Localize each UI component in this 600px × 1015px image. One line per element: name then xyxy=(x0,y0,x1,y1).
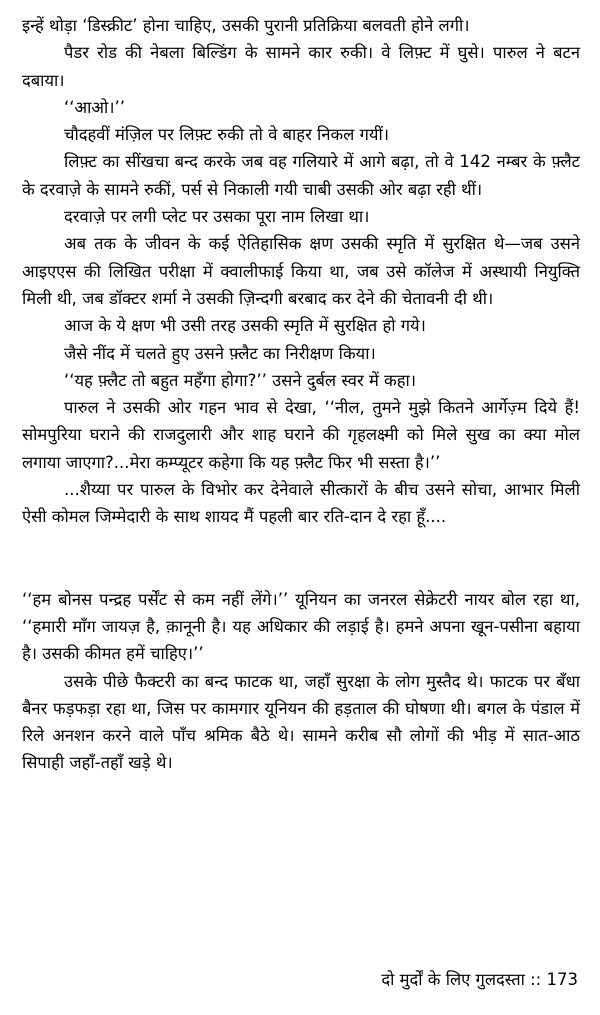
book-page xyxy=(22,12,580,777)
running-footer: दो मुर्दों के लिए गुलदस्ता :: 173 xyxy=(381,970,578,989)
paragraph: चौदहवीं मंज़िल पर लिफ़्ट रुकी तो वे बाहर निकल गयीं। xyxy=(64,125,389,145)
paragraph: ...शैय्या पर पारुल के विभोर कर देनेवाले सीत्कारों के बीच उसने सोचा, आभार मिली ऐसी कोमल जिम्मेदारी के साथ शायद मैं पहली बार रति-दान दे रहा हूँ.... xyxy=(22,480,580,527)
paragraph-continuation: इन्हें थोड़ा ‘डिस्क्रीट’ होना चाहिए, उसकी पुरानी प्रतिक्रिया बलवती होने लगी। xyxy=(22,16,470,35)
paragraph: दरवाज़े पर लगी प्लेट पर उसका पूरा नाम लिखा था। xyxy=(64,207,370,227)
section-1 xyxy=(22,12,580,531)
paragraph: पारुल ने उसकी ओर गहन भाव से देखा, ‘‘नील, तुमने मुझे कितने आर्गेज़्म दिये हैं! सोमपुरिया घराने की राजदुलारी और शाह घराने की गृहलक्ष्मी को मिले सुख का क्या मोल लगाया जाएगा?...मेरा कम्प्यूटर कहेगा कि यह फ़्लैट फिर भी सस्ता है।’’ xyxy=(22,398,580,472)
paragraph: आज के ये क्षण भी उसी तरह उसकी स्मृति में सुरक्षित हो गये। xyxy=(64,316,426,336)
paragraph: लिफ़्ट का सींखचा बन्द करके जब वह गलियारे में आगे बढ़ा, तो वे 142 नम्बर के फ़्लैट के दरवाज़े के सामने रुकीं, पर्स से निकाली गयी चाबी उसकी ओर बढ़ा रही थीं। xyxy=(22,152,580,199)
paragraph: उसके पीछे फैक्टरी का बन्द फाटक था, जहाँ सुरक्षा के लोग मुस्तैद थे। फाटक पर बँधा बैनर फड़फड़ा रहा था, जिस पर कामगार यूनियन की हड़ताल की घोषणा थी। बगल के पंडाल में रिले अनशन करने वाले पाँच श्रमिक बैठे थे। सामने करीब सौ लोगों की भीड़ में सात-आठ सिपाही जहाँ-तहाँ खड़े थे। xyxy=(22,671,580,773)
section-break xyxy=(22,531,580,586)
paragraph-dialogue: ‘‘यह फ़्लैट तो बहुत महँगा होगा?’’ उसने दुर्बल स्वर में कहा। xyxy=(64,370,417,390)
paragraph: अब तक के जीवन के कई ऐतिहासिक क्षण उसकी स्मृति में सुरक्षित थे—जब उसने आइएएस की लिखित परीक्षा में क्वालीफाई किया था, जब उसे कॉलेज में अस्थायी नियुक्ति मिली थी, जब डॉक्टर शर्मा ने उसकी ज़िन्दगी बरबाद कर देने की चेतावनी दी थी। xyxy=(22,234,580,308)
paragraph-dialogue: ‘‘आओ।’’ xyxy=(64,97,125,117)
paragraph-dialogue: ‘‘हम बोनस पन्द्रह पर्सेंट से कम नहीं लेंगे।’’ यूनियन का जनरल सेक्रेटरी नायर बोल रहा था, ‘‘हमारी माँग जायज़ है, क़ानूनी है। यह अधिकार की लड़ाई है। हमने अपना खून-पसीना बहाया है। उसकी कीमत हमें चाहिए।’’ xyxy=(22,589,580,664)
section-2 xyxy=(22,586,580,777)
paragraph: पैडर रोड की नेबला बिल्डिंग के सामने कार रुकी। वे लिफ़्ट में घुसे। पारुल ने बटन दबाया। xyxy=(22,43,580,90)
paragraph: जैसे नींद में चलते हुए उसने फ़्लैट का निरीक्षण किया। xyxy=(64,343,376,363)
